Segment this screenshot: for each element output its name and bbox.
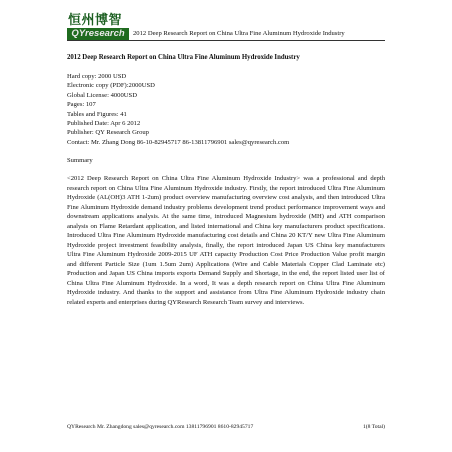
logo-english-text: QYresearch — [67, 28, 129, 40]
meta-published-date: Published Date: Apr 6 2012 — [67, 120, 141, 128]
logo-chinese-text: 恒州博智 — [68, 13, 123, 28]
page-footer — [67, 423, 385, 433]
report-meta — [67, 72, 385, 147]
meta-pages: Pages: 107 — [67, 101, 96, 109]
meta-publisher: Publisher: QY Research Group — [67, 129, 149, 137]
meta-electronic-copy: Electronic copy (PDF):2000USD — [67, 82, 155, 90]
footer-page-count: 1(8 Total) — [362, 424, 385, 430]
document-title: 2012 Deep Research Report on China Ultra Fine Aluminum Hydroxide Industry — [67, 54, 300, 61]
meta-contact: Contact: Mr. Zhang Dong 86-10-82945717 86-13811796901 sales@qyresearch.com — [67, 138, 290, 146]
page-header — [67, 13, 385, 45]
header-divider — [67, 40, 385, 41]
meta-tables-figures: Tables and Figures: 41 — [67, 110, 127, 118]
document-body — [67, 53, 385, 307]
header-title: 2012 Deep Research Report on China Ultra Fine Aluminum Hydroxide Industry — [133, 30, 345, 37]
footer-contact: QYResearch Mr. Zhangdong sales@qyresearch.com 13811796901 8610-82945717 — [67, 424, 254, 430]
summary-paragraph: <2012 Deep Research Report on China Ultra Fine Aluminum Hydroxide Industry> was a professional and depth research report on China Ultra Fine Aluminum Hydroxide industry. Firstly, the report introduced Ultra Fine Aluminum Hydroxide (AL(OH)3 ATH 1-2um) product overview manufacturing overview cost analysis, and then introduced Ultra Fine Aluminum Hydroxide demand industry problems development trend product performance improvement ways and downstream applications analysis. At the same time, introduced Magnesium hydroxide (MH) and ATH comparison analysis on Flame Retardant application, and listed international and China key manufacturers product specifications. Introduced Ultra Fine Aluminum Hydroxide manufacturing cost details and China 20 KT/Y new Ultra Fine Aluminum Hydroxide project investment feasibility analysis, finally, the report introduced Japan US China key manufacturers Ultra Fine Aluminum Hydroxide 2009-2015 UF ATH capacity Production Cost Price Production Value profit margin and different Particle Size (1um 1.5um 2um) Applications (Wire and Cable Materials Copper Clad Laminate etc) Production and Japan US China imports exports Demand Supply and Shortage, in the end, the report listed user list of China Ultra Fine Aluminum Hydroxide. In a word, It was a depth research report on China Ultra Fine Aluminum Hydroxide industry. And thanks to the support and assistance from Ultra Fine Aluminum Hydroxide industry chain related experts and enterprises during QYResearch Research Team survey and interviews. — [67, 175, 385, 306]
qyresearch-logo — [67, 13, 129, 41]
meta-hard-copy: Hard copy: 2000 USD — [67, 73, 127, 80]
summary-heading: Summary — [67, 157, 93, 165]
meta-global-license: Global License: 4000USD — [67, 91, 137, 99]
